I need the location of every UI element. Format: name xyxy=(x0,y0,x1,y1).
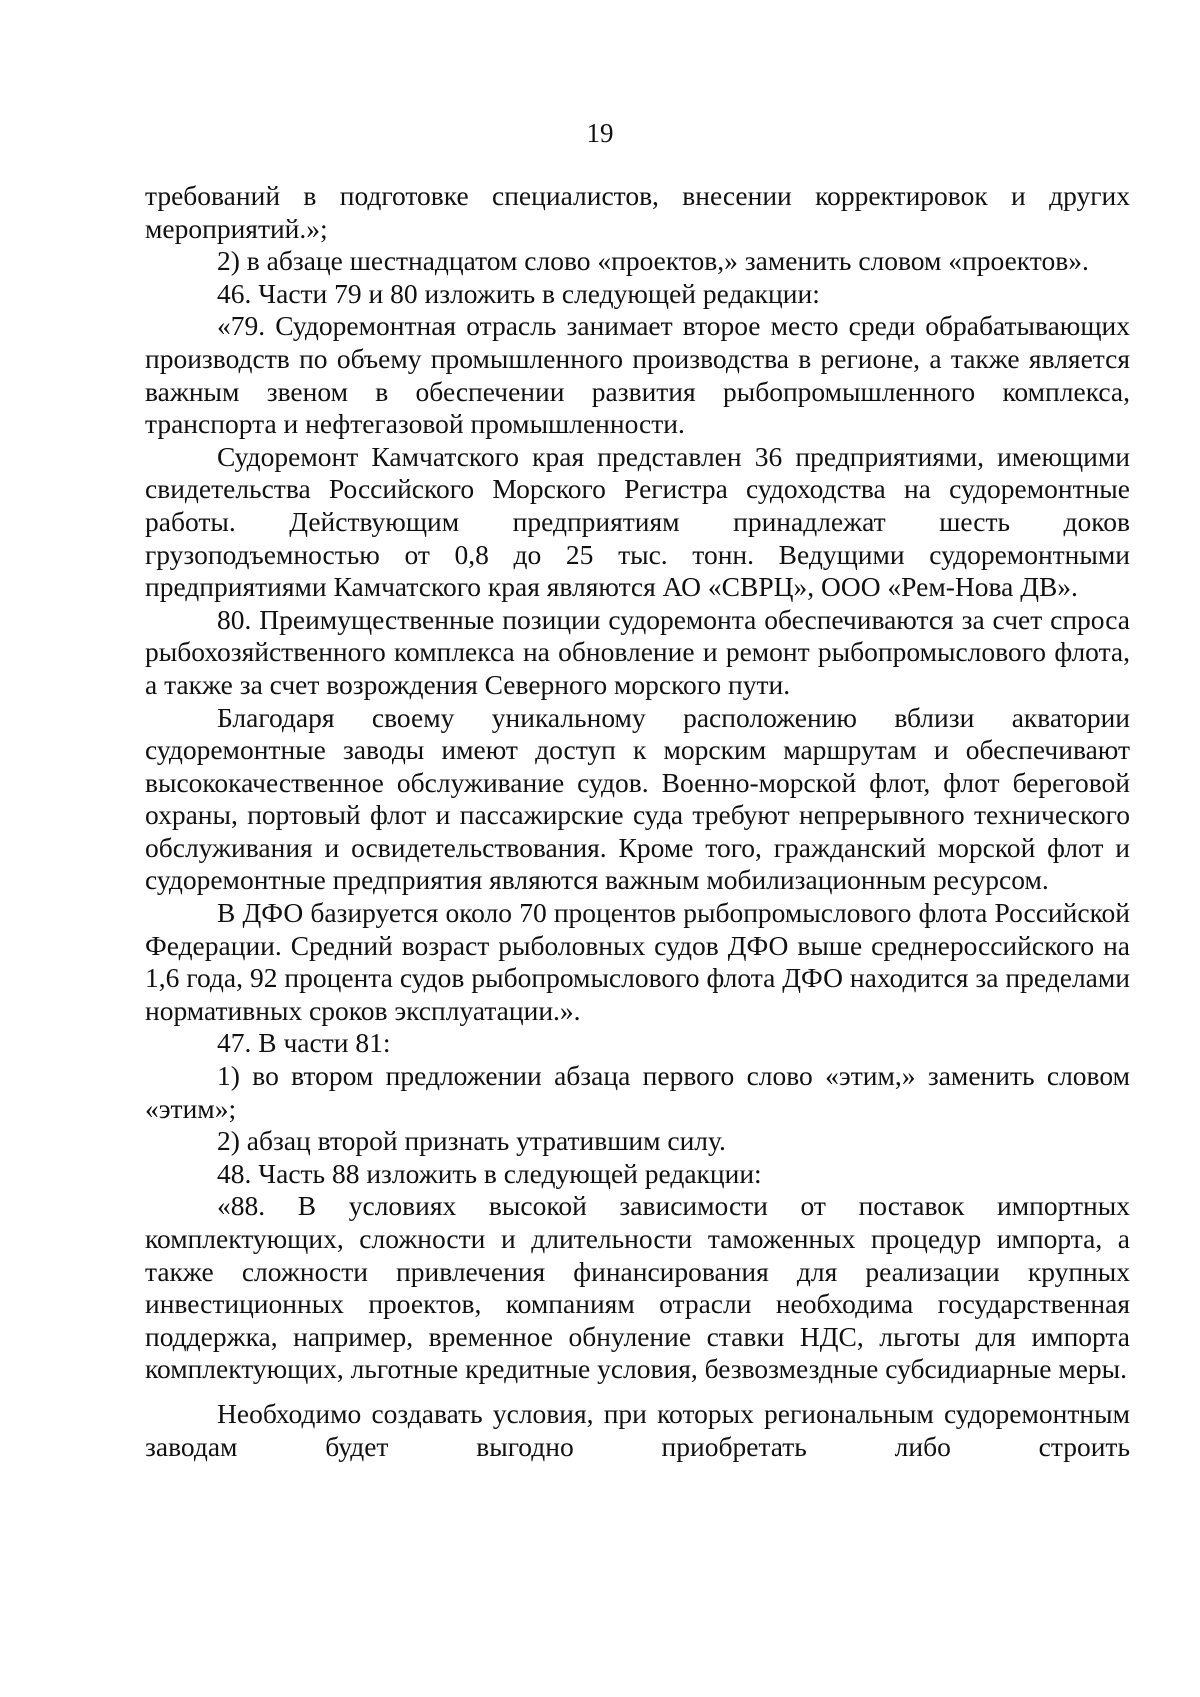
paragraph-item-47-1: 1) во втором предложении абзаца первого слово «этим,» заменить словом «этим»; xyxy=(145,1060,1130,1124)
paragraph-location-advantage: Благодаря своему уникальному расположению вблизи акватории судоремонтные заводы имеют доступ к морским маршрутам и обеспечивают высококачественное обслуживание судов. Военно-морской флот, флот береговой охраны, портовый флот и пассажирские суда требуют непрерывного технического обслуживания и освидетельствования. Кроме того, гражданский морской флот и судоремонтные предприятия являются важным мобилизационным ресурсом. xyxy=(145,701,1130,896)
paragraph-part-80: 80. Преимущественные позиции судоремонта обеспечиваются за счет спроса рыбохозяйственного комплекса на обновление и ремонт рыбопромыслового флота, а также за счет возрождения Северного морского пути. xyxy=(145,603,1130,700)
paragraph-item-48: 48. Часть 88 изложить в следующей редакции: xyxy=(217,1157,762,1189)
paragraph-part-88: «88. В условиях высокой зависимости от поставок импортных комплектующих, сложности и длительности таможенных процедур импорта, а также сложности привлечения финансирования для реализации крупных инвестиционных проектов, компаниям отрасли необходима государственная поддержка, например, временное обнуление ставки НДС, льготы для импорта комплектующих, льготные кредитные условия, безвозмездные субсидиарные меры. xyxy=(145,1190,1130,1385)
paragraph-dfo-fleet: В ДФО базируется около 70 процентов рыбопромыслового флота Российской Федерации. Средний возраст рыболовных судов ДФО выше среднероссийского на 1,6 года, 92 процента судов рыбопромыслового флота ДФО находится за пределами нормативных сроков эксплуатации.». xyxy=(145,897,1130,1026)
paragraph-conditions: Необходимо создавать условия, при которых региональным судоремонтным заводам будет выгодно приобретать либо строить xyxy=(145,1397,1130,1462)
paragraph-ship-repair-kamchatka: Судоремонт Камчатского края представлен 36 предприятиями, имеющими свидетельства Российского Морского Регистра судоходства на судоремонтные работы. Действующим предприятиям принадлежат шесть доков грузоподъемностью от 0,8 до 25 тыс. тонн. Ведущими судоремонтными предприятиями Камчатского края являются АО «СВРЦ», ООО «Рем-Нова ДВ». xyxy=(145,440,1130,603)
document-body xyxy=(145,180,1130,1463)
paragraph-continuation: требований в подготовке специалистов, внесении корректировок и других мероприятий.»; xyxy=(145,180,1130,244)
paragraph-amendment-item-2: 2) в абзаце шестнадцатом слово «проектов,» заменить словом «проектов». xyxy=(217,245,1089,277)
paragraph-item-46: 46. Части 79 и 80 изложить в следующей редакции: xyxy=(217,277,820,309)
paragraph-item-47: 47. В части 81: xyxy=(217,1027,391,1059)
page-number: 19 xyxy=(586,118,614,148)
paragraph-item-47-2: 2) абзац второй признать утратившим силу. xyxy=(217,1125,726,1157)
paragraph-part-79: «79. Судоремонтная отрасль занимает второе место среди обрабатывающих производств по объему промышленного производства в регионе, а также является важным звеном в обеспечении развития рыбопромышленного комплекса, транспорта и нефтегазовой промышленности. xyxy=(145,310,1130,440)
